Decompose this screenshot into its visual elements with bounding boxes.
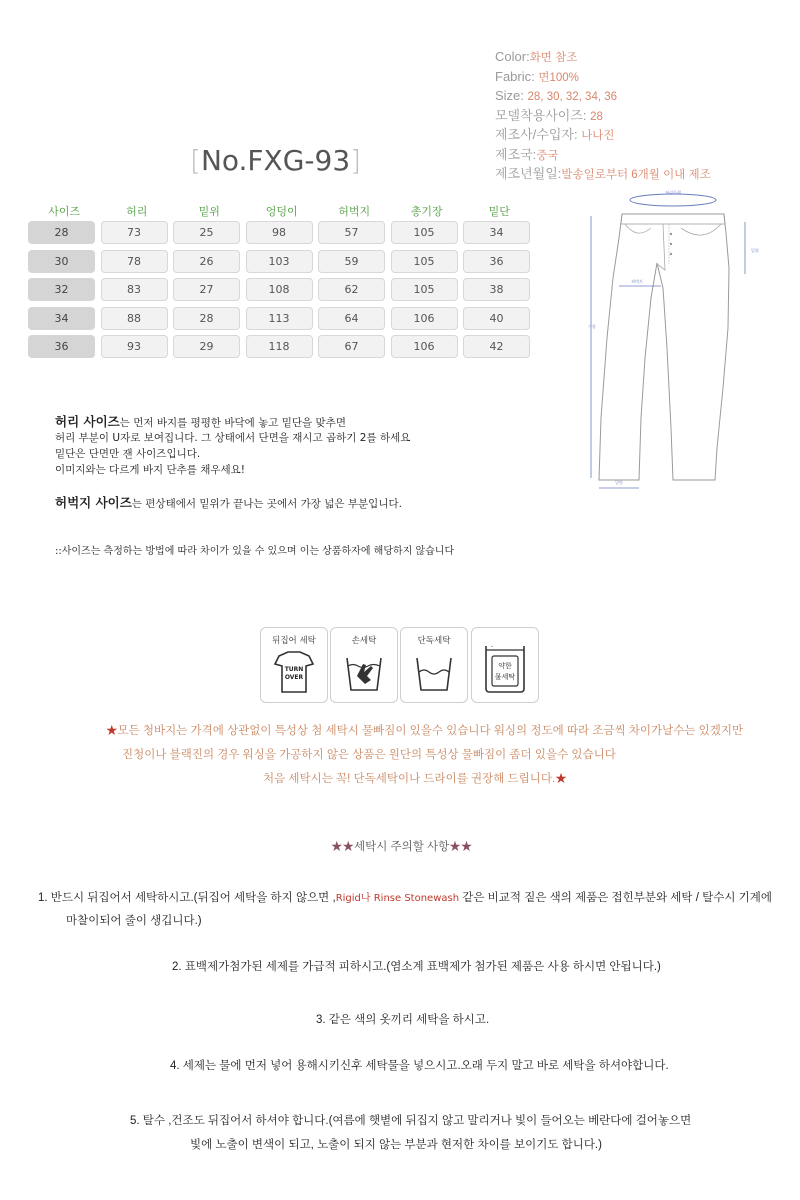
caution-item-3: 3. 같은 색의 옷끼리 세탁을 하시고. xyxy=(316,1014,490,1026)
table-cell: 113 xyxy=(246,307,313,330)
header-rise: 밑위 xyxy=(198,205,220,218)
table-cell: 28 xyxy=(28,221,95,244)
table-cell: 36 xyxy=(463,250,530,273)
info-country: 제조국:중국 xyxy=(495,146,559,162)
warning-line2: 진청이나 블랙진의 경우 워싱을 가공하지 않은 상품은 원단의 특성상 물빠짐이 좀더 있을수 있습니다 xyxy=(122,749,616,761)
caution-item-2: 2. 표백제가첨가된 세제를 가급적 피하시고.(염소계 표백제가 첨가된 제품은 사용 하시면 안됩니다.) xyxy=(172,961,661,973)
hem-label: 밑단 xyxy=(615,480,623,485)
table-cell: 25 xyxy=(173,221,240,244)
star-icon: ★ xyxy=(555,773,567,785)
table-cell: 64 xyxy=(318,307,385,330)
table-cell: 38 xyxy=(463,278,530,301)
table-cell: 36 xyxy=(28,335,95,358)
table-cell: 30 xyxy=(28,250,95,273)
svg-text:OVER: OVER xyxy=(284,674,304,681)
table-cell: 93 xyxy=(101,335,168,358)
size-disclaimer: ::사이즈는 측정하는 방법에 따라 차이가 있을 수 있으며 이는 상품하자에 해당하지 않습니다 xyxy=(55,546,455,557)
table-cell: 105 xyxy=(391,278,458,301)
warning-line3: 처음 세탁시는 꼭! 단독세탁이나 드라이를 권장해 드립니다.★ xyxy=(263,773,567,785)
size-table-header xyxy=(28,203,536,221)
table-cell: 106 xyxy=(391,335,458,358)
info-size: Size: 28, 30, 32, 34, 36 xyxy=(495,88,618,103)
star-icon: ★★ xyxy=(331,841,354,853)
svg-text:TURN: TURN xyxy=(284,666,304,673)
table-cell: 42 xyxy=(463,335,530,358)
table-cell: 78 xyxy=(101,250,168,273)
table-cell: 62 xyxy=(318,278,385,301)
table-cell: 108 xyxy=(246,278,313,301)
thigh-note: 허벅지 사이즈는 편상태에서 밑위가 끝나는 곳에서 가장 넓은 부분입니다. xyxy=(55,495,402,510)
table-cell: 26 xyxy=(173,250,240,273)
table-cell: 73 xyxy=(101,221,168,244)
care-gentle-wash xyxy=(471,627,539,703)
turn-over-shirt-icon xyxy=(261,646,327,702)
table-cell: 118 xyxy=(246,335,313,358)
thigh-label: 허벅지 xyxy=(631,279,643,284)
svg-text:약한: 약한 xyxy=(498,662,512,670)
size-table xyxy=(28,203,536,364)
hand-wash-icon xyxy=(331,646,397,702)
info-model-size: 모델착용사이즈: 28 xyxy=(495,107,603,123)
table-cell: 29 xyxy=(173,335,240,358)
waist-label: 허리둘레 xyxy=(665,190,681,195)
table-row xyxy=(28,335,536,364)
table-cell: 67 xyxy=(318,335,385,358)
info-manufacturer: 제조사/수입자: 나나진 xyxy=(495,127,615,142)
jeans-diagram-svg xyxy=(585,188,765,498)
waist-note-line1: 허리 사이즈는 먼저 바지를 평평한 바닥에 놓고 밑단을 맞추면 xyxy=(55,414,346,429)
caution-item-1-cont: 마찰이되어 줄이 생깁니다.) xyxy=(66,915,202,927)
table-cell: 98 xyxy=(246,221,313,244)
button-icon xyxy=(670,253,672,255)
info-fabric: Fabric: 면100% xyxy=(495,68,579,84)
table-cell: 83 xyxy=(101,278,168,301)
waist-measure-line xyxy=(630,194,716,206)
waist-note-line2: 허리 부분이 U자로 보여집니다. 그 상태에서 단면을 재시고 곱하기 2를 하세요 xyxy=(55,432,411,444)
jeans-measurement-diagram xyxy=(585,188,765,502)
star-icon: ★★ xyxy=(449,841,473,853)
info-color: Color:화면 참조 xyxy=(495,49,578,64)
table-cell: 34 xyxy=(28,307,95,330)
button-icon xyxy=(670,233,672,235)
length-label: 기장 xyxy=(588,324,596,329)
header-hem: 밑단 xyxy=(488,205,510,218)
product-info xyxy=(495,48,711,185)
caution-item-5-cont: 빛에 노출이 변색이 되고, 노출이 되지 않는 부분과 현저한 차이를 보이기도 합니다.) xyxy=(190,1139,602,1151)
caution-item-5: 5. 탈수 ,건조도 뒤집어서 하셔야 합니다.(여름에 햇볕에 뒤집지 않고 말리거나 빛이 들어오는 베란다에 걸어놓으면 xyxy=(130,1115,692,1127)
brand-names: Rigid나 Rinse Stonewash xyxy=(335,893,460,904)
table-cell: 106 xyxy=(391,307,458,330)
waist-note-line3: 밑단은 단면만 잰 사이즈입니다. xyxy=(55,448,201,460)
table-cell: 105 xyxy=(391,221,458,244)
caution-item-1: 1. 반드시 뒤집어서 세탁하시고.(뒤집어 세탁을 하지 않으면 ,Rigid나 Rinse Stonewash 같은 비교적 짙은 색의 제품은 접힌부분와 세탁 / 탈수시 기계에 xyxy=(38,892,772,904)
table-row xyxy=(28,278,536,307)
table-cell: 34 xyxy=(463,221,530,244)
table-cell: 40 xyxy=(463,307,530,330)
waist-note-line4: 이미지와는 다르게 바지 단추를 채우세요! xyxy=(55,464,245,476)
table-cell: 57 xyxy=(318,221,385,244)
header-thigh: 허벅지 xyxy=(338,205,371,218)
header-length: 총기장 xyxy=(410,205,443,218)
washing-machine-icon xyxy=(472,646,538,702)
header-hip: 엉덩이 xyxy=(265,205,298,218)
svg-text:물세탁: 물세탁 xyxy=(494,673,516,681)
header-waist: 허리 xyxy=(126,205,148,218)
star-icon: ★ xyxy=(106,725,118,737)
wash-tub-icon xyxy=(401,646,467,702)
header-size: 사이즈 xyxy=(48,205,81,218)
warning-line1: ★모든 청바지는 가격에 상관없이 특성상 첨 세탁시 물빠짐이 있을수 있습니다 워싱의 정도에 따라 조금씩 차이가날수는 있겠지만 xyxy=(106,725,744,737)
table-cell: 105 xyxy=(391,250,458,273)
table-cell: 88 xyxy=(101,307,168,330)
table-row xyxy=(28,221,536,250)
table-cell: 32 xyxy=(28,278,95,301)
table-row xyxy=(28,250,536,279)
rise-label: 밑위 xyxy=(751,248,759,253)
button-icon xyxy=(670,243,672,245)
caution-item-4: 4. 세제는 물에 먼저 넣어 용해시키신후 세탁물을 넣으시고.오래 두지 말고 바로 세탁을 하셔야합니다. xyxy=(170,1060,669,1072)
model-number: [No.FXG-93] xyxy=(190,144,362,177)
care-single-wash: 단독세탁 xyxy=(400,627,468,703)
care-hand-wash: 손세탁 xyxy=(330,627,398,703)
info-date: 제조년월일:발송일로부터 6개월 이내 제조 xyxy=(495,166,711,181)
care-turn-over: 뒤집어 세탁 TURN OVER xyxy=(260,627,328,703)
table-cell: 59 xyxy=(318,250,385,273)
caution-title: ★★세탁시 주의할 사항★★ xyxy=(331,841,473,853)
table-cell: 103 xyxy=(246,250,313,273)
table-cell: 27 xyxy=(173,278,240,301)
table-cell: 28 xyxy=(173,307,240,330)
table-row xyxy=(28,307,536,336)
